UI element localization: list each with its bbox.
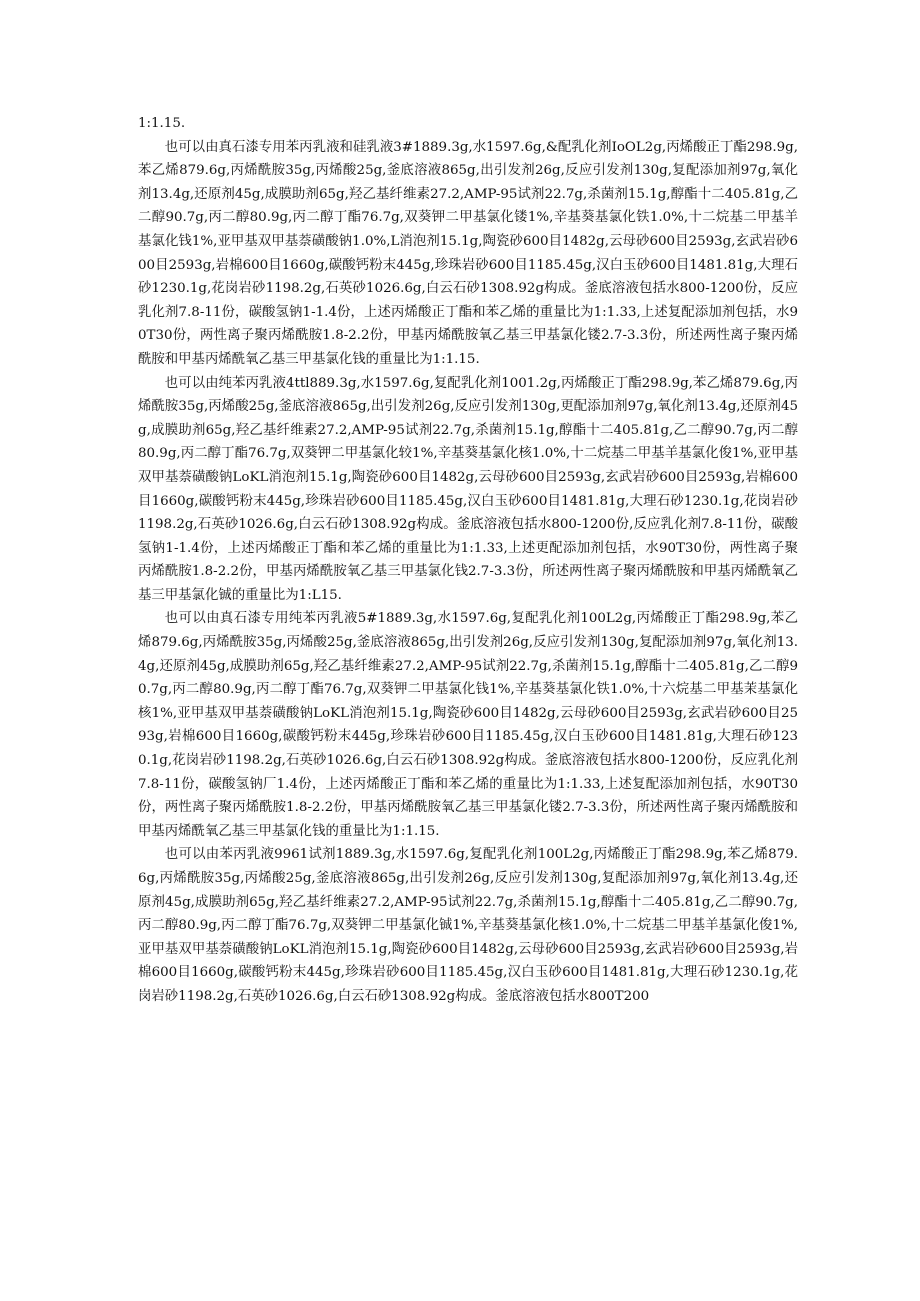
paragraph-pure-styrene-acrylic-4-formula: 也可以由纯苯丙乳液4ttl889.3g,水1597.6g,复配乳化剂1001.2g,丙烯酸正丁酯298.9g,苯乙烯879.6g,丙烯酰胺35g,丙烯酸25g,釜底溶液865g,出引发剂26g,反应引发剂130g,更配添加剂97g,氧化剂13.4g,还原剂45g,成膜助剂65g,羟乙基纤维素27.2,AMP-95试剂22.7g,杀菌剂15.1g,醇酯十二405.81g,乙二醇90.7g,丙二醇80.9g,丙二醇丁酯76.7g,双葵钾二甲基氯化较1%,辛基葵基氯化核1.0%,十二烷基二甲基羊基氯化俊1%,亚甲基双甲基萘磺酸钠LoKL消泡剂15.1g,陶瓷砂600目1482g,云母砂600目2593g,玄武岩砂600目2593g,岩棉600目1660g,碳酸钙粉末445g,珍珠岩砂600目1185.45g,汉白玉砂600目1481.81g,大理石砂1230.1g,花岗岩砂1198.2g,石英砂1026.6g,白云石砂1308.92g构成。釜底溶液包括水800-1200份,反应乳化剂7.8-11份，碳酸氢钠1-1.4份，上述丙烯酸正丁酯和苯乙烯的重量比为1:1.33,上述更配添加剂包括，水90T30份，两性离子聚丙烯酰胺1.8-2.2份，甲基丙烯酰胺氧乙基三甲基氯化钱2.7-3.3份，所述两性离子聚丙烯酰胺和甲基丙烯酰氧乙基三甲基氯化铖的重量比为1:L15.	[138, 375, 798, 603]
document-page	[138, 112, 798, 1009]
paragraph-silicone-emulsion-formula: 也可以由真石漆专用苯丙乳液和硅乳液3#1889.3g,水1597.6g,&配乳化剂IoOL2g,丙烯酸正丁酯298.9g,苯乙烯879.6g,丙烯酰胺35g,丙烯酸25g,釜底溶液865g,出引发剂26g,反应引发剂130g,复配添加剂97g,氧化剂13.4g,还原剂45g,成膜助剂65g,羟乙基纤维素27.2,AMP-95试剂22.7g,杀菌剂15.1g,醇酯十二405.81g,乙二醇90.7g,丙二醇80.9g,丙二醇丁酯76.7g,双葵钾二甲基氯化镂1%,辛基葵基氯化铁1.0%,十二烷基二甲基羊基氯化钱1%,亚甲基双甲基萘磺酸钠1.0%,L消泡剂15.1g,陶瓷砂600目1482g,云母砂600目2593g,玄武岩砂600目2593g,岩棉600目1660g,碳酸钙粉末445g,珍珠岩砂600目1185.45g,汉白玉砂600目1481.81g,大理石砂1230.1g,花岗岩砂1198.2g,石英砂1026.6g,白云石砂1308.92g构成。釜底溶液包括水800-1200份，反应乳化剂7.8-11份，碳酸氢钠1-1.4份，上述丙烯酸正丁酯和苯乙烯的重量比为1:1.33,上述复配添加剂包括，水90T30份，两性离子聚丙烯酰胺1.8-2.2份，甲基丙烯酰胺氧乙基三甲基氯化镂2.7-3.3份，所述两性离子聚丙烯酰胺和甲基丙烯酰氧乙基三甲基氯化钱的重量比为1:1.15.	[138, 139, 798, 367]
paragraph-ratio-end: 1:1.15.	[138, 116, 186, 131]
paragraph-pure-styrene-acrylic-5-formula: 也可以由真石漆专用纯苯丙乳液5#1889.3g,水1597.6g,复配乳化剂100L2g,丙烯酸正丁酯298.9g,苯乙烯879.6g,丙烯酰胺35g,丙烯酸25g,釜底溶液865g,出引发剂26g,反应引发剂130g,复配添加剂97g,氧化剂13.4g,还原剂45g,成膜助剂65g,羟乙基纤维素27.2,AMP-95试剂22.7g,杀菌剂15.1g,醇酯十二405.81g,乙二醇90.7g,丙二醇80.9g,丙二醇丁酯76.7g,双葵钾二甲基氯化钱1%,辛基葵基氯化铁1.0%,十六烷基二甲基茉基氯化核1%,亚甲基双甲基萘磺酸钠LoKL消泡剂15.1g,陶瓷砂600目1482g,云母砂600目2593g,玄武岩砂600目2593g,岩棉600目1660g,碳酸钙粉末445g,珍珠岩砂600目1185.45g,汉白玉砂600目1481.81g,大理石砂1230.1g,花岗岩砂1198.2g,石英砂1026.6g,白云石砂1308.92g构成。釜底溶液包括水800-1200份，反应乳化剂7.8-11份，碳酸氢钠厂1.4份，上述丙烯酸正丁酯和苯乙烯的重量比为1:1.33,上述复配添加剂包括，水90T30份，两性离子聚丙烯酰胺1.8-2.2份，甲基丙烯酰胺氧乙基三甲基氯化镂2.7-3.3份，所述两性离子聚丙烯酰胺和甲基丙烯酰氧乙基三甲基氯化钱的重量比为1:1.15.	[138, 611, 798, 839]
paragraph-styrene-acrylic-9961-formula: 也可以由苯丙乳液9961试剂1889.3g,水1597.6g,复配乳化剂100L2g,丙烯酸正丁酯298.9g,苯乙烯879.6g,丙烯酰胺35g,丙烯酸25g,釜底溶液865g,出引发剂26g,反应引发剂130g,复配添加剂97g,氧化剂13.4g,还原剂45g,成膜助剂65g,羟乙基纤维素27.2,AMP-95试剂22.7g,杀菌剂15.1g,醇酯十二405.81g,乙二醇90.7g,丙二醇80.9g,丙二醇丁酯76.7g,双葵钾二甲基氯化铖1%,辛基葵基氯化核1.0%,十二烷基二甲基羊基氯化俊1%,亚甲基双甲基萘磺酸钠LoKL消泡剂15.1g,陶瓷砂600目1482g,云母砂600目2593g,玄武岩砂600目2593g,岩棉600目1660g,碳酸钙粉末445g,珍珠岩砂600目1185.45g,汉白玉砂600目1481.81g,大理石砂1230.1g,花岗岩砂1198.2g,石英砂1026.6g,白云石砂1308.92g构成。釜底溶液包括水800T200	[138, 847, 798, 1004]
